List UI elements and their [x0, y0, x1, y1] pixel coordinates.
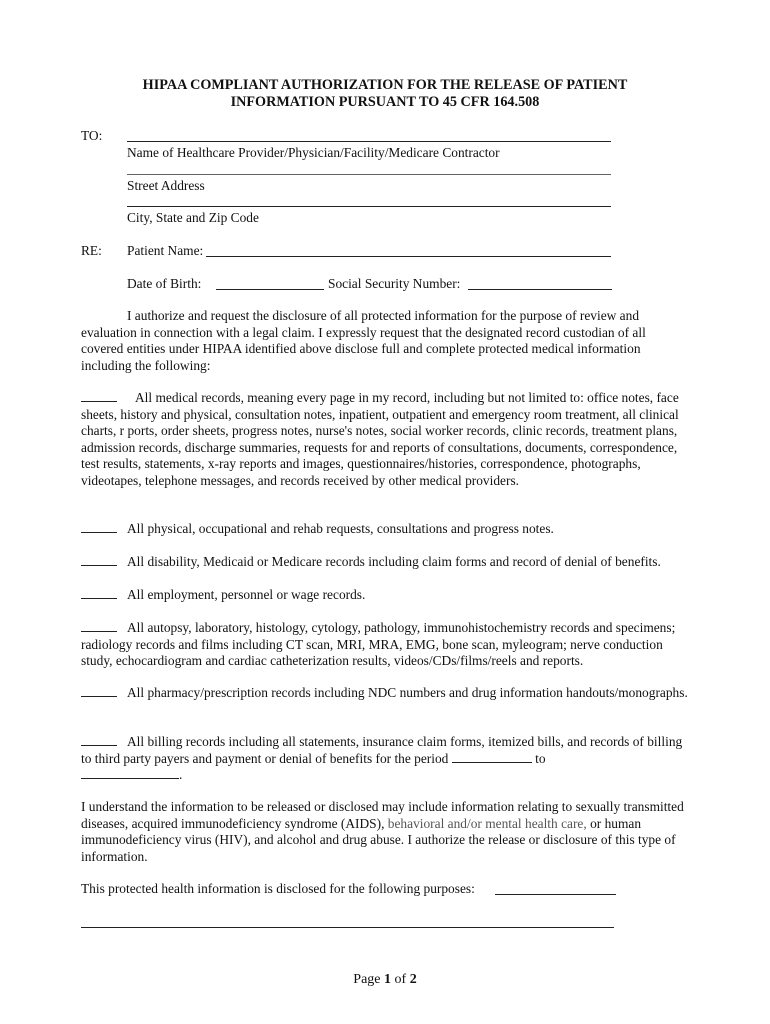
item-employment [81, 587, 691, 604]
item-text-disability: All disability, Medicaid or Medicare records including claim forms and record of denial of benefits. [127, 554, 661, 569]
purpose-field[interactable] [495, 894, 616, 895]
billing-period-end-field[interactable] [81, 767, 179, 779]
item-autopsy [81, 620, 691, 670]
ssn-field[interactable] [468, 289, 612, 290]
item-text-physical: All physical, occupational and rehab requests, consultations and progress notes. [127, 521, 554, 536]
checkbox-blank-autopsy[interactable] [81, 620, 117, 632]
patient-name-label: Patient Name: [127, 243, 204, 258]
billing-period-start-field[interactable] [452, 751, 532, 763]
document-title-line-2: INFORMATION PURSUANT TO 45 CFR 164.508 [230, 94, 540, 110]
patient-name-field[interactable] [206, 256, 611, 257]
item-billing [81, 734, 691, 784]
purpose-label: This protected health information is disclosed for the following purposes: [81, 881, 475, 896]
purpose-field-continued[interactable] [81, 927, 614, 928]
dob-label: Date of Birth: [127, 276, 202, 291]
intro-paragraph [81, 308, 691, 374]
checkbox-blank-medical[interactable] [81, 390, 117, 402]
footer-page-word: Page [353, 972, 381, 987]
street-caption: Street Address [127, 178, 205, 193]
checkbox-blank-pharmacy[interactable] [81, 685, 117, 697]
footer-of-word: of [394, 972, 407, 987]
item-text-medical: All medical records, meaning every page in my record, including but not limited to: office notes, face sheets, history and physical, consultation notes, inpatient, outpatient and emergency room treatment, all clinical charts, r ports, order sheets, progress notes, nurse's notes, social worker records, clinic records, treatment plans, admission records, discharge summaries, requests for and reports of consultations, documents, correspondence, test results, statements, x-ray reports and images, questionnaires/histories, correspondence, photographs, videotapes, telephone messages, and records received by other medical providers. [81, 390, 679, 488]
understand-paragraph [81, 799, 691, 865]
city-caption: City, State and Zip Code [127, 210, 259, 225]
item-disability [81, 554, 691, 571]
dob-field[interactable] [216, 289, 324, 290]
checkbox-blank-employment[interactable] [81, 587, 117, 599]
footer-page-total: 2 [409, 972, 417, 987]
item-physical [81, 521, 691, 538]
understand-text-behavioral: behavioral and/or mental health care, [387, 815, 587, 831]
intro-text: I authorize and request the disclosure of all protected information for the purpose of review and evaluation in connection with a legal claim. I expressly request that the designated record custodian of all covered entities under HIPAA identified above disclose full and complete protected medical information including the following: [81, 308, 646, 373]
checkbox-blank-physical[interactable] [81, 521, 117, 533]
billing-end-period: . [179, 767, 183, 783]
provider-caption: Name of Healthcare Provider/Physician/Facility/Medicare Contractor [127, 145, 500, 160]
understand-text-2: or human immunodeficiency virus (HIV), and alcohol and drug abuse. I authorize the release or disclosure of this type of information. [81, 815, 676, 864]
ssn-label: Social Security Number: [328, 276, 461, 291]
billing-to-word: to [535, 750, 546, 766]
footer-page-number: 1 [384, 972, 392, 987]
street-address-field[interactable] [127, 174, 611, 175]
provider-name-field[interactable] [127, 141, 611, 142]
re-label: RE: [81, 243, 102, 258]
item-text-billing: All billing records including all statements, insurance claim forms, itemized bills, and records of billing to third party payers and payment or denial of benefits for the period [81, 734, 683, 766]
item-text-autopsy: All autopsy, laboratory, histology, cytology, pathology, immunohistochemistry records and specimens; radiology records and films including CT scan, MRI, MRA, EMG, bone scan, myleogram; nerve conduction study, echocardiogram and cardiac catheterization results, videos/CDs/films/reels and reports. [81, 620, 676, 669]
checkbox-blank-disability[interactable] [81, 554, 117, 566]
document-title-line-1: HIPAA COMPLIANT AUTHORIZATION FOR THE RELEASE OF PATIENT [142, 77, 628, 93]
to-label: TO: [81, 128, 103, 143]
understand-text-1: I understand the information to be released or disclosed may include information relating to sexually transmitted diseases, acquired immunodeficiency syndrome (AIDS), [81, 799, 684, 831]
checkbox-blank-billing[interactable] [81, 734, 117, 746]
item-all-medical-records [81, 390, 691, 490]
page-footer [0, 972, 770, 988]
item-text-pharmacy: All pharmacy/prescription records including NDC numbers and drug information handouts/monographs. [127, 685, 688, 700]
city-state-zip-field[interactable] [127, 206, 611, 207]
item-pharmacy [81, 685, 691, 702]
item-text-employment: All employment, personnel or wage records. [127, 587, 366, 602]
